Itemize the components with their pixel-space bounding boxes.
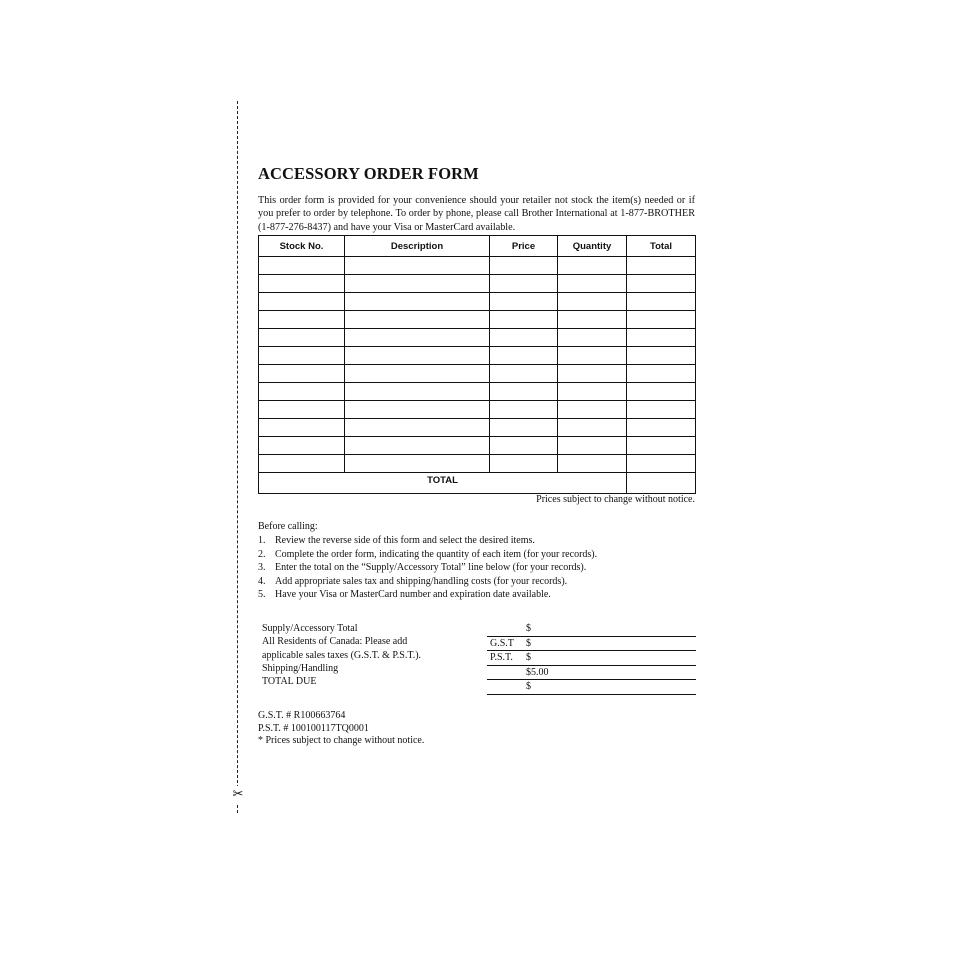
cell-price[interactable] (490, 311, 558, 329)
gst-number: G.S.T. # R100663764 (258, 710, 346, 721)
list-item (258, 534, 597, 548)
cell-quantity[interactable] (558, 401, 627, 419)
order-table (258, 235, 696, 494)
cell-total[interactable] (627, 383, 696, 401)
cell-price[interactable] (490, 275, 558, 293)
scissors-icon: ✂ (232, 787, 244, 802)
cell-total[interactable] (627, 293, 696, 311)
step-text: Enter the total on the “Supply/Accessory Total” line below (for your records). (275, 562, 587, 573)
list-item (258, 548, 597, 562)
cell-total[interactable] (627, 437, 696, 455)
cell-total[interactable] (627, 329, 696, 347)
steps-list (258, 534, 597, 602)
table-row (259, 455, 696, 473)
table-row (259, 365, 696, 383)
step-number: 1. (258, 535, 266, 546)
cell-description[interactable] (345, 293, 490, 311)
summary-labels (262, 622, 421, 688)
step-number: 4. (258, 575, 266, 587)
cell-description[interactable] (345, 311, 490, 329)
table-row (259, 329, 696, 347)
cell-stock-no[interactable] (259, 257, 345, 275)
header-description: Description (345, 236, 490, 257)
order-table-body (259, 257, 696, 473)
before-calling-heading: Before calling: (258, 521, 318, 532)
table-row (259, 275, 696, 293)
cell-description[interactable] (345, 419, 490, 437)
amount-value: $5.00 (526, 666, 549, 678)
header-total: Total (627, 236, 696, 257)
amount-value: $ (526, 652, 531, 663)
cell-stock-no[interactable] (259, 329, 345, 347)
label-supply-total: Supply/Accessory Total (262, 623, 358, 634)
cell-stock-no[interactable] (259, 275, 345, 293)
table-row (259, 419, 696, 437)
step-number: 5. (258, 589, 266, 600)
step-text: Have your Visa or MasterCard number and expiration date available. (275, 589, 551, 600)
cell-quantity[interactable] (558, 293, 627, 311)
amount-value: $ (526, 637, 531, 649)
cut-line-dashed (237, 101, 238, 813)
cell-quantity[interactable] (558, 329, 627, 347)
cell-price[interactable] (490, 383, 558, 401)
amount-row-supply[interactable] (487, 622, 696, 637)
amount-row-shipping[interactable] (487, 666, 696, 681)
cell-price[interactable] (490, 437, 558, 455)
list-item (258, 561, 597, 575)
header-price: Price (490, 236, 558, 257)
cell-quantity[interactable] (558, 455, 627, 473)
cell-stock-no[interactable] (259, 401, 345, 419)
amount-value: $ (526, 681, 531, 692)
step-number: 3. (258, 562, 266, 573)
table-row (259, 401, 696, 419)
cell-total[interactable] (627, 365, 696, 383)
header-quantity: Quantity (558, 236, 627, 257)
amount-value: $ (526, 623, 531, 634)
cell-quantity[interactable] (558, 419, 627, 437)
label-sales-taxes: applicable sales taxes (G.S.T. & P.S.T.). (262, 649, 422, 661)
total-row (259, 473, 696, 494)
cell-quantity[interactable] (558, 275, 627, 293)
table-row (259, 383, 696, 401)
table-row (259, 347, 696, 365)
cell-stock-no[interactable] (259, 455, 345, 473)
intro-paragraph: This order form is provided for your convenience should your retailer not stock the item(s) needed or if you prefer to order by telephone. To order by phone, please call Brother International at 1-877-BROTHER (1-877-276-8437) and have your Visa or MasterCard available. (258, 195, 695, 233)
label-canada-residents: All Residents of Canada: Please add (262, 636, 408, 648)
amount-code: G.S.T (490, 637, 514, 649)
cell-description[interactable] (345, 455, 490, 473)
cell-total[interactable] (627, 257, 696, 275)
cell-stock-no[interactable] (259, 365, 345, 383)
amount-row-gst[interactable] (487, 637, 696, 652)
cell-total[interactable] (627, 419, 696, 437)
table-row (259, 311, 696, 329)
cell-total[interactable] (627, 401, 696, 419)
table-row (259, 257, 696, 275)
step-text: Review the reverse side of this form and select the desired items. (275, 535, 535, 546)
cell-stock-no[interactable] (259, 383, 345, 401)
total-label: TOTAL (259, 473, 627, 494)
list-item (258, 575, 597, 589)
cell-stock-no[interactable] (259, 311, 345, 329)
table-row (259, 293, 696, 311)
cell-price[interactable] (490, 329, 558, 347)
cell-total[interactable] (627, 311, 696, 329)
summary-amounts (487, 622, 696, 695)
cell-description[interactable] (345, 365, 490, 383)
table-header-row (259, 236, 696, 257)
amount-row-total-due[interactable] (487, 680, 696, 695)
cell-total[interactable] (627, 347, 696, 365)
cell-stock-no[interactable] (259, 437, 345, 455)
cell-stock-no[interactable] (259, 347, 345, 365)
page-title: ACCESSORY ORDER FORM (258, 164, 479, 183)
total-cell[interactable] (627, 473, 696, 494)
cell-description[interactable] (345, 437, 490, 455)
cell-total[interactable] (627, 275, 696, 293)
cell-description[interactable] (345, 401, 490, 419)
step-number: 2. (258, 548, 266, 560)
footer-price-note: * Prices subject to change without notice. (258, 735, 425, 746)
cell-description[interactable] (345, 257, 490, 275)
cell-quantity[interactable] (558, 383, 627, 401)
cell-price[interactable] (490, 293, 558, 311)
cell-quantity[interactable] (558, 365, 627, 383)
cell-quantity[interactable] (558, 311, 627, 329)
step-text: Add appropriate sales tax and shipping/handling costs (for your records). (275, 575, 568, 587)
cell-description[interactable] (345, 383, 490, 401)
cell-price[interactable] (490, 455, 558, 473)
header-stock-no: Stock No. (259, 236, 345, 257)
step-text: Complete the order form, indicating the quantity of each item (for your records). (275, 548, 598, 560)
cell-price[interactable] (490, 419, 558, 437)
label-total-due: TOTAL DUE (262, 676, 317, 688)
price-note: Prices subject to change without notice. (536, 494, 695, 505)
amount-code: P.S.T. (490, 652, 513, 663)
amount-row-pst[interactable] (487, 651, 696, 666)
label-shipping: Shipping/Handling (262, 662, 339, 674)
cell-stock-no[interactable] (259, 293, 345, 311)
cell-quantity[interactable] (558, 257, 627, 275)
cell-price[interactable] (490, 257, 558, 275)
tax-footer (258, 710, 424, 748)
cell-price[interactable] (490, 365, 558, 383)
table-row (259, 437, 696, 455)
cell-description[interactable] (345, 275, 490, 293)
pst-number: P.S.T. # 100100117TQ0001 (258, 722, 369, 734)
cell-stock-no[interactable] (259, 419, 345, 437)
cell-price[interactable] (490, 347, 558, 365)
cell-description[interactable] (345, 347, 490, 365)
cell-price[interactable] (490, 401, 558, 419)
cell-description[interactable] (345, 329, 490, 347)
cell-quantity[interactable] (558, 347, 627, 365)
list-item (258, 588, 597, 602)
cell-total[interactable] (627, 455, 696, 473)
cell-quantity[interactable] (558, 437, 627, 455)
